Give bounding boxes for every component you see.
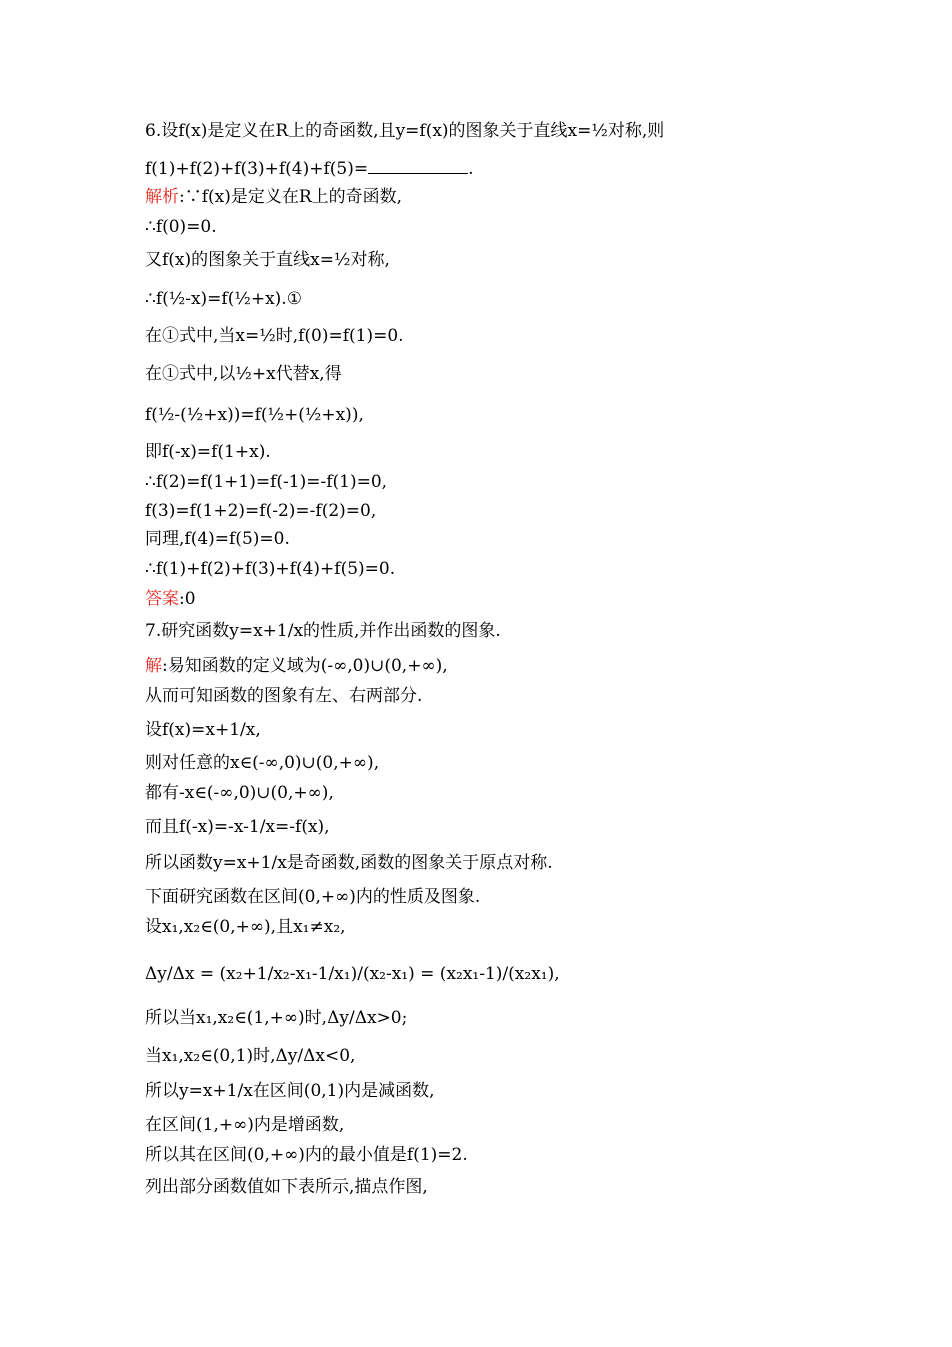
solution-6-line-8: 即f(-x)=f(1+x). [145,442,271,462]
solution-7-line-9: 设x₁,x₂∈(0,+∞),且x₁≠x₂, [145,917,346,937]
solution-6-line-4: ∴f(½-x)=f(½+x).① [145,289,302,309]
solution-7-line-4: 则对任意的x∈(-∞,0)∪(0,+∞), [145,753,380,773]
solution-label: 解 [145,656,162,676]
solution-7-line-15: 所以其在区间(0,+∞)内的最小值是f(1)=2. [145,1145,468,1165]
solution-7-line-2: 从而可知函数的图象有左、右两部分. [145,686,423,706]
solution-6-line-7: f(½-(½+x))=f(½+(½+x)), [145,405,364,425]
solution-7-line-13: 所以y=x+1/x在区间(0,1)内是减函数, [145,1081,435,1101]
answer-label: 答案 [145,589,179,609]
solution-6-line-9: ∴f(2)=f(1+1)=f(-1)=-f(1)=0, [145,472,388,492]
solution-7-line-1: 解:易知函数的定义域为(-∞,0)∪(0,+∞), [145,656,448,676]
solution-7-line-5: 都有-x∈(-∞,0)∪(0,+∞), [145,783,334,803]
solution-6-line-3: 又f(x)的图象关于直线x=½对称, [145,250,390,270]
solution-7-line-8: 下面研究函数在区间(0,+∞)内的性质及图象. [145,887,481,907]
answer-6-line: 答案:0 [145,589,196,609]
solution-7-line-11: 所以当x₁,x₂∈(1,+∞)时,Δy/Δx>0; [145,1008,408,1028]
solution-7-line-6: 而且f(-x)=-x-1/x=-f(x), [145,817,330,837]
problem-6-blank-line: f(1)+f(2)+f(3)+f(4)+f(5)= . [145,159,474,179]
solution-6-line-10: f(3)=f(1+2)=f(-2)=-f(2)=0, [145,501,377,521]
solution-7-line-16: 列出部分函数值如下表所示,描点作图, [145,1177,428,1197]
solution-6-line-11: 同理,f(4)=f(5)=0. [145,529,290,549]
solution-7-line-3: 设f(x)=x+1/x, [145,720,261,740]
solution-7-line-10: Δy/Δx = (x₂+1/x₂-x₁-1/x₁)/(x₂-x₁) = (x₂x₁-1)/(x₂x₁), [145,964,560,984]
solution-6-line-6: 在①式中,以½+x代替x,得 [145,364,342,384]
solution-7-line-12: 当x₁,x₂∈(0,1)时,Δy/Δx<0, [145,1046,356,1066]
solution-6-line-1: 解析:∵f(x)是定义在R上的奇函数, [145,187,403,207]
problem-7-statement: 7.研究函数y=x+1/x的性质,并作出函数的图象. [145,621,501,641]
solution-6-line-12: ∴f(1)+f(2)+f(3)+f(4)+f(5)=0. [145,559,396,579]
problem-6-statement: 6.设f(x)是定义在R上的奇函数,且y=f(x)的图象关于直线x=½对称,则 [145,121,665,141]
answer-blank [368,157,468,174]
solution-6-line-5: 在①式中,当x=½时,f(0)=f(1)=0. [145,326,404,346]
solution-7-line-14: 在区间(1,+∞)内是增函数, [145,1115,345,1135]
solution-7-line-7: 所以函数y=x+1/x是奇函数,函数的图象关于原点对称. [145,853,553,873]
solution-6-line-2: ∴f(0)=0. [145,217,217,237]
analysis-label: 解析 [145,187,179,207]
